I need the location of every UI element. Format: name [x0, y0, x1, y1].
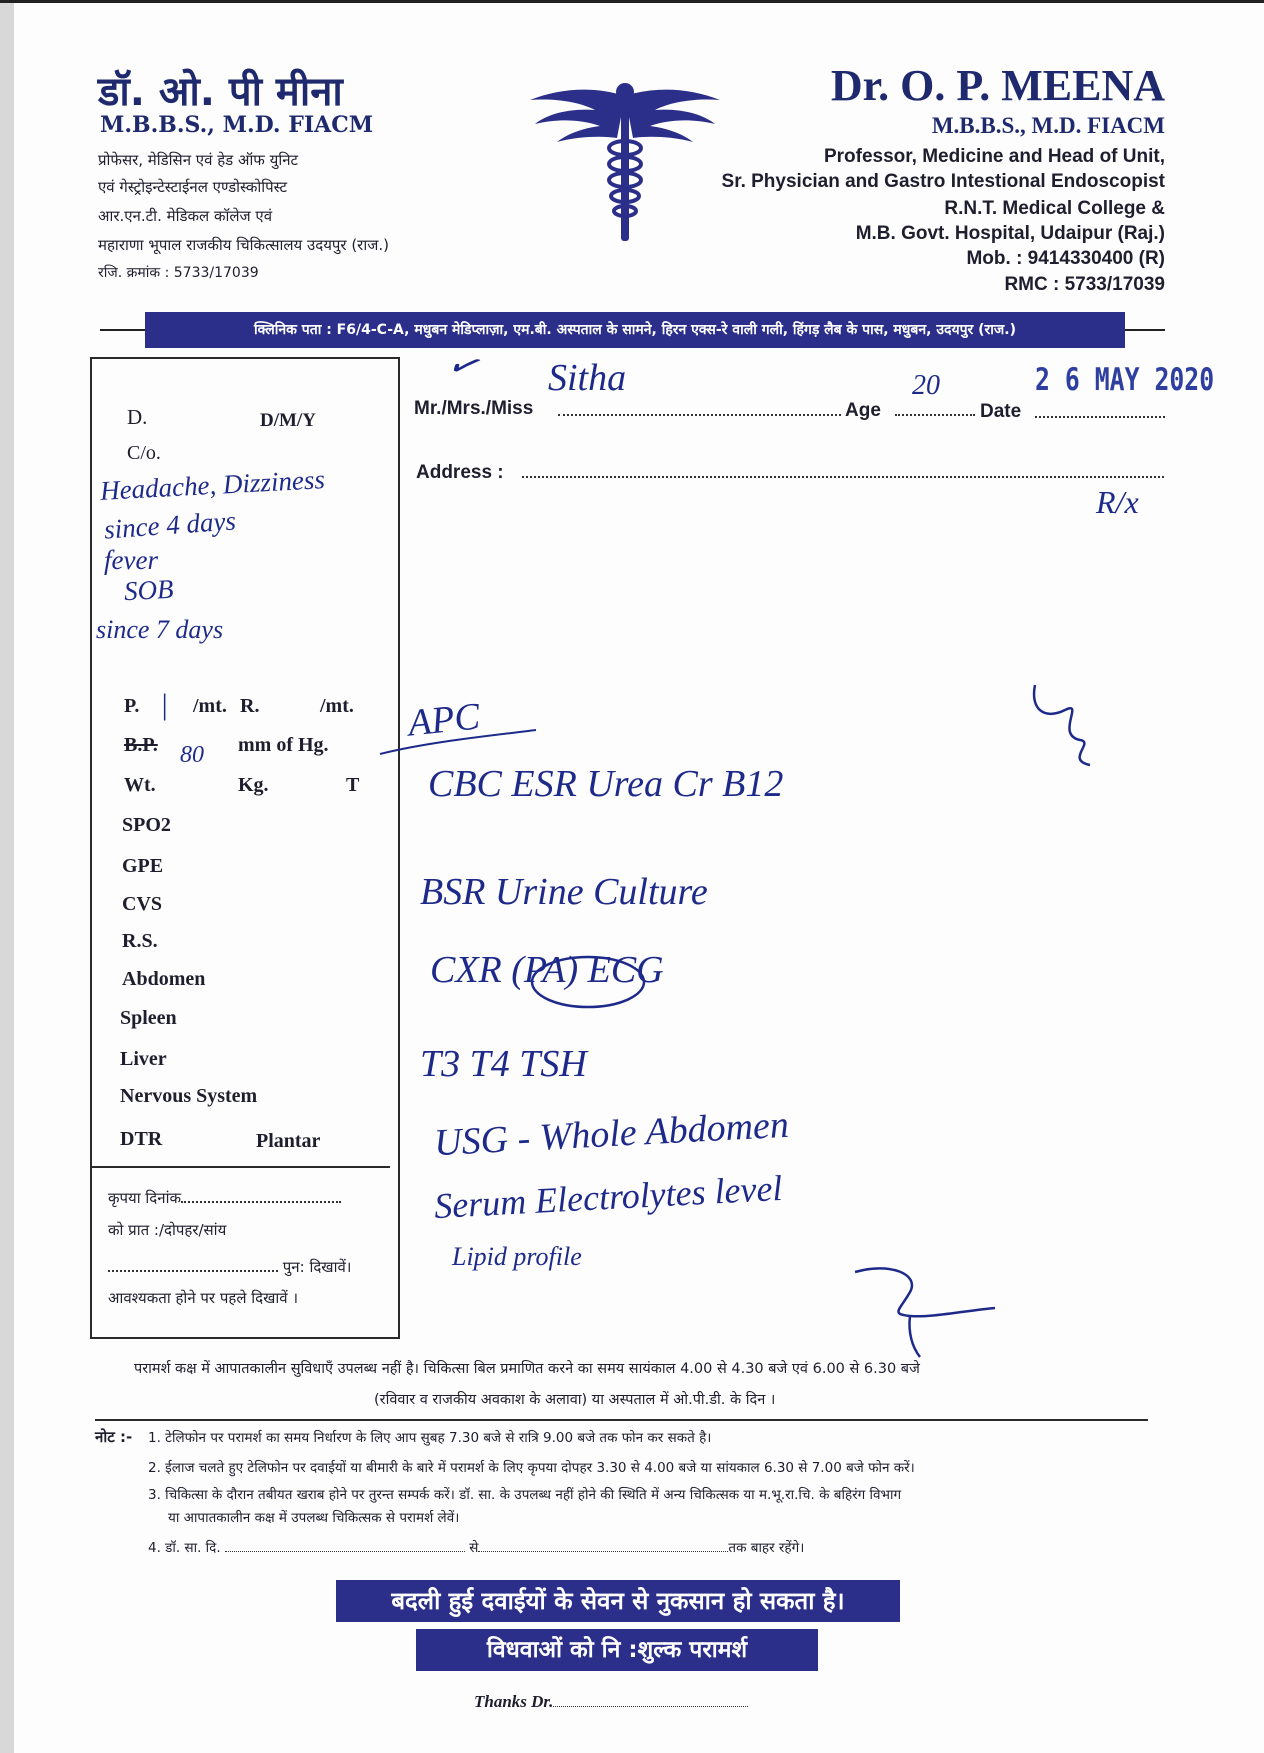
rx-note: CBC ESR Urea Cr B12 — [428, 763, 784, 805]
name-field-line — [558, 414, 841, 416]
doctor-signature — [850, 1262, 1000, 1362]
rx-underline — [378, 720, 538, 760]
notice-line-2: (रविवार व राजकीय अवकाश के अलावा) या अस्पताल में ओ.पी.डी. के दिन । — [374, 1392, 776, 1408]
age-label: Age — [845, 400, 881, 421]
followup-time: को प्रात :/दोपहर/सांय — [108, 1221, 227, 1239]
header-mobile: Mob. : 9414330400 (R) — [966, 248, 1165, 269]
age-value: 20 — [912, 370, 940, 401]
rx-note: BSR Urine Culture — [420, 871, 708, 913]
note4-from-blank — [225, 1539, 465, 1552]
dmy-label: D/M/Y — [260, 410, 316, 431]
weight-label: Wt. — [124, 774, 156, 796]
exam-item-abdomen: Abdomen — [122, 968, 206, 990]
date-field-line — [1035, 416, 1165, 418]
age-field-line — [895, 414, 975, 416]
date-stamp: 2 6 MAY 2020 — [1035, 362, 1215, 398]
address-note: R/x — [1096, 484, 1139, 520]
clinic-address-banner: क्लिनिक पता : F6/4-C-A, मधुबन मेडिप्लाज़ा, एम.बी. अस्पताल के सामने, हिरन एक्स-रे वाली गली, हिंगड़ लैब के पास, मधुबन, उदयपुर (राज.) — [145, 312, 1125, 348]
note4-suffix: तक बाहर रहेंगे। — [728, 1540, 805, 1556]
exam-item-liver: Liver — [120, 1048, 167, 1070]
scan-top-line — [0, 0, 1264, 3]
temp-label: T — [346, 774, 360, 796]
rx-note: T3 T4 TSH — [420, 1043, 587, 1085]
notice-line-1: परामर्श कक्ष में आपातकालीन सुविधाएँ उपलब्ध नहीं है। चिकित्सा बिल प्रमाणित करने का समय सायंकाल 4.00 से 4.30 बजे एवं 6.00 से 6.30 बजे — [134, 1361, 920, 1377]
bp-value: 80 — [180, 742, 204, 768]
bp-unit: mm of Hg. — [238, 734, 329, 756]
header-hindi-line: प्रोफेसर, मेडिसिन एवं हेड ऑफ युनिट — [98, 151, 299, 169]
header-english-degree: M.B.B.S., M.D. FIACM — [931, 113, 1165, 138]
header-hindi-line: आर.एन.टी. मेडिकल कॉलेज एवं — [98, 207, 273, 225]
name-label: Mr./Mrs./Miss — [414, 398, 534, 419]
header-english-line: Sr. Physician and Gastro Intestional Endoscopist — [721, 171, 1165, 192]
dtr-label: DTR — [120, 1128, 163, 1150]
note-item: या आपातकालीन कक्ष में उपलब्ध चिकित्सक से परामर्श लेवें। — [168, 1510, 460, 1526]
check-mark: ✓ — [442, 341, 485, 389]
header-english-name: Dr. O. P. MEENA — [830, 61, 1165, 110]
note-item: 1. टेलिफोन पर परामर्श का समय निर्धारण के लिए आप सुबह 7.30 बजे से रात्रि 9.00 बजे तक फोन कर सकते है। — [148, 1430, 712, 1446]
resp-label: R. — [240, 695, 260, 717]
banner-rule-right — [1125, 329, 1165, 331]
header-hindi-reg: रजि. क्रमांक : 5733/17039 — [98, 265, 259, 281]
bp-label: B.P. — [124, 734, 158, 756]
complaint-note: since 4 days — [103, 505, 237, 545]
pulse-tick: | — [160, 688, 169, 721]
rx-note: Serum Electrolytes level — [433, 1167, 784, 1227]
note4-to-blank — [478, 1539, 728, 1552]
followup-revisit-text: पुन: दिखावें। — [282, 1258, 352, 1276]
followup-date-line — [108, 1185, 341, 1208]
header-hindi-line: महाराणा भूपाल राजकीय चिकित्सालय उदयपुर (राज.) — [98, 236, 389, 254]
address-field-line — [522, 476, 1164, 478]
scan-edge — [0, 0, 14, 1753]
complaint-note: SOB — [123, 573, 175, 607]
rx-note: APC — [406, 695, 482, 745]
rx-note: USG - Whole Abdomen — [433, 1103, 790, 1165]
weight-unit: Kg. — [238, 774, 269, 796]
exam-divider — [90, 1166, 390, 1168]
rx-note: Lipid profile — [452, 1242, 582, 1271]
date-label: Date — [980, 401, 1022, 422]
warning-banner: बदली हुई दवाईयों के सेवन से नुकसान हो सकता है। — [336, 1580, 900, 1622]
complaint-note: Headache, Dizziness — [99, 464, 326, 506]
exam-item-nervous-system: Nervous System — [120, 1085, 258, 1107]
rx-circle — [528, 952, 648, 1012]
complaint-note: since 7 days — [96, 615, 224, 644]
note-item: 2. ईलाज चलते हुए टेलिफोन पर दवाईयों या बीमारी के बारे में परामर्श के लिए कृपया दोपहर 3.30 से 4.00 बजे या सांयकाल 6.30 से 7.00 बजे फोन करें। — [148, 1460, 915, 1476]
followup-revisit-line — [108, 1254, 351, 1277]
thanks-label: Thanks Dr. — [474, 1692, 554, 1711]
exam-item-gpe: GPE — [122, 855, 164, 877]
exam-item-spleen: Spleen — [120, 1007, 177, 1029]
pulse-label: P. — [124, 695, 140, 717]
header-english-line: M.B. Govt. Hospital, Udaipur (Raj.) — [855, 223, 1165, 244]
exam-item-cvs: CVS — [122, 893, 163, 915]
header-rmc: RMC : 5733/17039 — [1004, 274, 1165, 295]
note-item-4 — [148, 1538, 804, 1556]
exam-item-rs: R.S. — [122, 930, 158, 952]
thanks-blank — [553, 1692, 748, 1707]
followup-date-label: कृपया दिनांक — [108, 1189, 181, 1207]
note-item: 3. चिकित्सा के दौरान तबीयत खराब होने पर तुरन्त सम्पर्क करें। डॉ. सा. के उपलब्ध नहीं होने की स्थिति में अन्य चिकित्सक या म.भू.रा.चि. के बहिरंग विभाग — [148, 1487, 902, 1503]
address-label: Address : — [416, 462, 504, 483]
followup-revisit-blank — [108, 1254, 278, 1272]
rx-note: CXR (PA) ECG — [430, 949, 664, 991]
note4-prefix: 4. डॉ. सा. दि. — [148, 1540, 221, 1556]
patient-name-value: Sitha — [548, 357, 627, 399]
initials-scribble — [1025, 680, 1105, 770]
notice-divider — [95, 1419, 1148, 1421]
widow-consult-banner: विधवाओं को नि :शुल्क परामर्श — [416, 1629, 818, 1671]
banner-rule-left — [100, 329, 145, 331]
thanks-line — [474, 1692, 748, 1712]
d-label: D. — [127, 405, 148, 429]
exam-item-spo2: SPO2 — [122, 814, 171, 836]
note4-mid: से — [469, 1540, 479, 1556]
header-english-line: Professor, Medicine and Head of Unit, — [823, 146, 1165, 167]
header-hindi-degree: M.B.B.S., M.D. FIACM — [100, 112, 374, 138]
note-label: नोट :- — [95, 1428, 133, 1446]
followup-early-visit: आवश्यकता होने पर पहले दिखावें । — [108, 1289, 299, 1307]
caduceus-icon — [525, 78, 725, 248]
plantar-label: Plantar — [256, 1130, 321, 1152]
complaint-note: fever — [104, 545, 158, 575]
header-english-line: R.N.T. Medical College & — [944, 198, 1165, 219]
header-hindi-line: एवं गेस्ट्रोइन्टेस्टाईनल एण्डोस्कोपिस्ट — [98, 178, 288, 196]
resp-unit: /mt. — [320, 695, 354, 717]
pulse-unit: /mt. — [193, 695, 227, 717]
followup-date-blank — [181, 1185, 341, 1203]
header-hindi-name: डॉ. ओ. पी मीना — [98, 69, 343, 115]
co-label: C/o. — [127, 442, 161, 464]
